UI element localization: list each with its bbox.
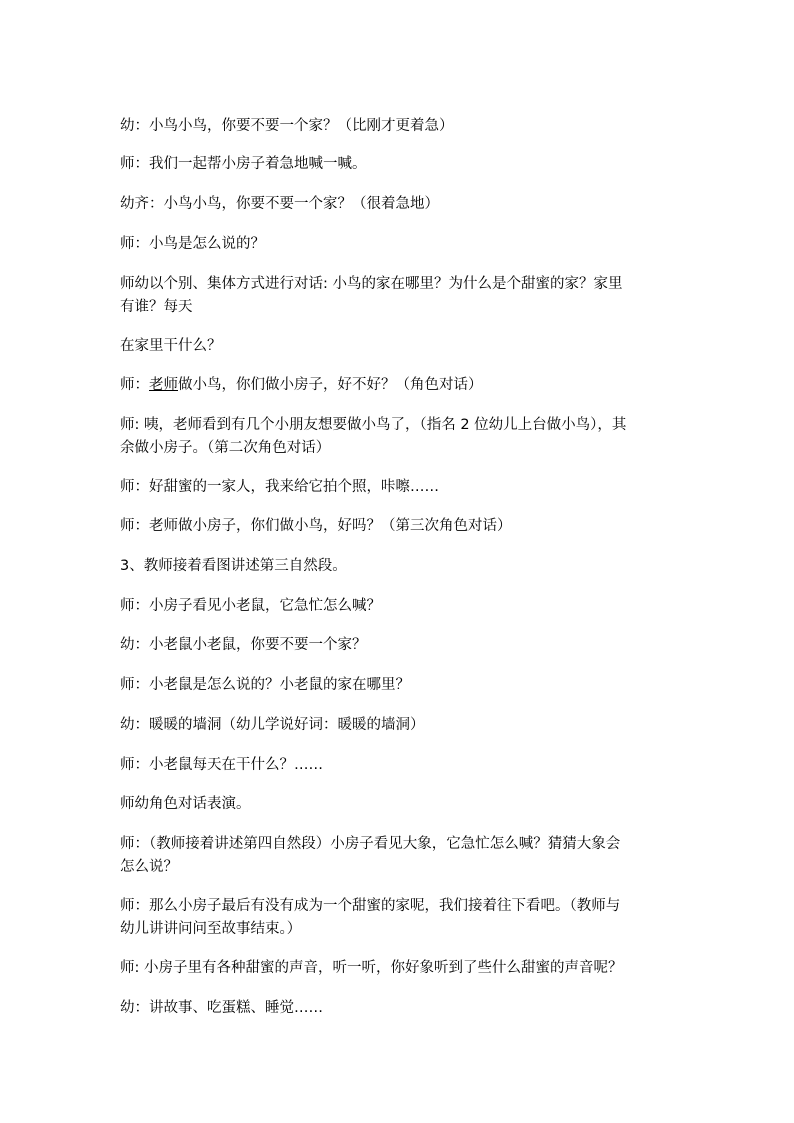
paragraph: 师：小鸟是怎么说的？ xyxy=(120,236,265,252)
paragraph: 幼：小鸟小鸟，你要不要一个家？（比刚才更着急） xyxy=(120,118,454,134)
paragraph xyxy=(120,895,680,941)
paragraph: 师：小老鼠是怎么说的？小老鼠的家在哪里？ xyxy=(120,677,410,693)
paragraph: 在家里干什么？ xyxy=(120,338,222,354)
paragraph: 师：我们一起帮小房子着急地喊一喊。 xyxy=(120,156,367,172)
paragraph: 师: 小房子里有各种甜蜜的声音，听一听，你好象听到了些什么甜蜜的声音呢？ xyxy=(120,960,623,976)
paragraph: 师幼角色对话表演。 xyxy=(120,796,251,812)
paragraph: 师：老师做小房子，你们做小鸟，好吗？（第三次角色对话） xyxy=(120,518,512,534)
paragraph: 3、教师接着看图讲述第三自然段。 xyxy=(120,558,347,574)
paragraph: 幼：小老鼠小老鼠，你要不要一个家？ xyxy=(120,637,367,653)
paragraph xyxy=(120,833,680,879)
paragraph-line: 有谁？每天 xyxy=(120,299,193,315)
paragraph: 幼：暖暖的墙洞（幼儿学说好词：暖暖的墙洞） xyxy=(120,717,425,733)
paragraph-line: 师幼以个别、集体方式进行对话: 小鸟的家在哪里？为什么是个甜蜜的家？家里 xyxy=(120,276,623,292)
paragraph: 幼：讲故事、吃蛋糕、睡觉…… xyxy=(120,1000,323,1016)
paragraph xyxy=(120,414,680,460)
paragraph-line: 怎么说？ xyxy=(120,859,178,875)
paragraph: 师：好甜蜜的一家人，我来给它拍个照，咔嚓…… xyxy=(120,479,439,495)
paragraph-line: 余做小房子。（第二次角色对话） xyxy=(120,440,331,456)
speaker-label: 师： xyxy=(120,377,149,393)
underlined-text: 老师 xyxy=(149,377,178,393)
paragraph: 师：小老鼠每天在干什么？…… xyxy=(120,757,323,773)
paragraph xyxy=(120,273,680,319)
paragraph-line: 师：那么小房子最后有没有成为一个甜蜜的家呢，我们接着往下看吧。（教师与 xyxy=(120,898,621,914)
paragraph: 幼齐：小鸟小鸟，你要不要一个家？（很着急地） xyxy=(120,196,439,212)
paragraph xyxy=(120,374,680,397)
paragraph-line: 师：（教师接着讲述第四自然段）小房子看见大象，它急忙怎么喊？猜猜大象会 xyxy=(120,836,621,852)
paragraph-line: 幼儿讲讲问问至故事结束。） xyxy=(120,921,302,937)
paragraph-text: 做小鸟，你们做小房子，好不好？（角色对话） xyxy=(178,377,483,393)
paragraph: 师：小房子看见小老鼠，它急忙怎么喊？ xyxy=(120,598,381,614)
paragraph-line: 师: 咦，老师看到有几个小朋友想要做小鸟了，（指名 2 位幼儿上台做小鸟），其 xyxy=(120,417,627,433)
